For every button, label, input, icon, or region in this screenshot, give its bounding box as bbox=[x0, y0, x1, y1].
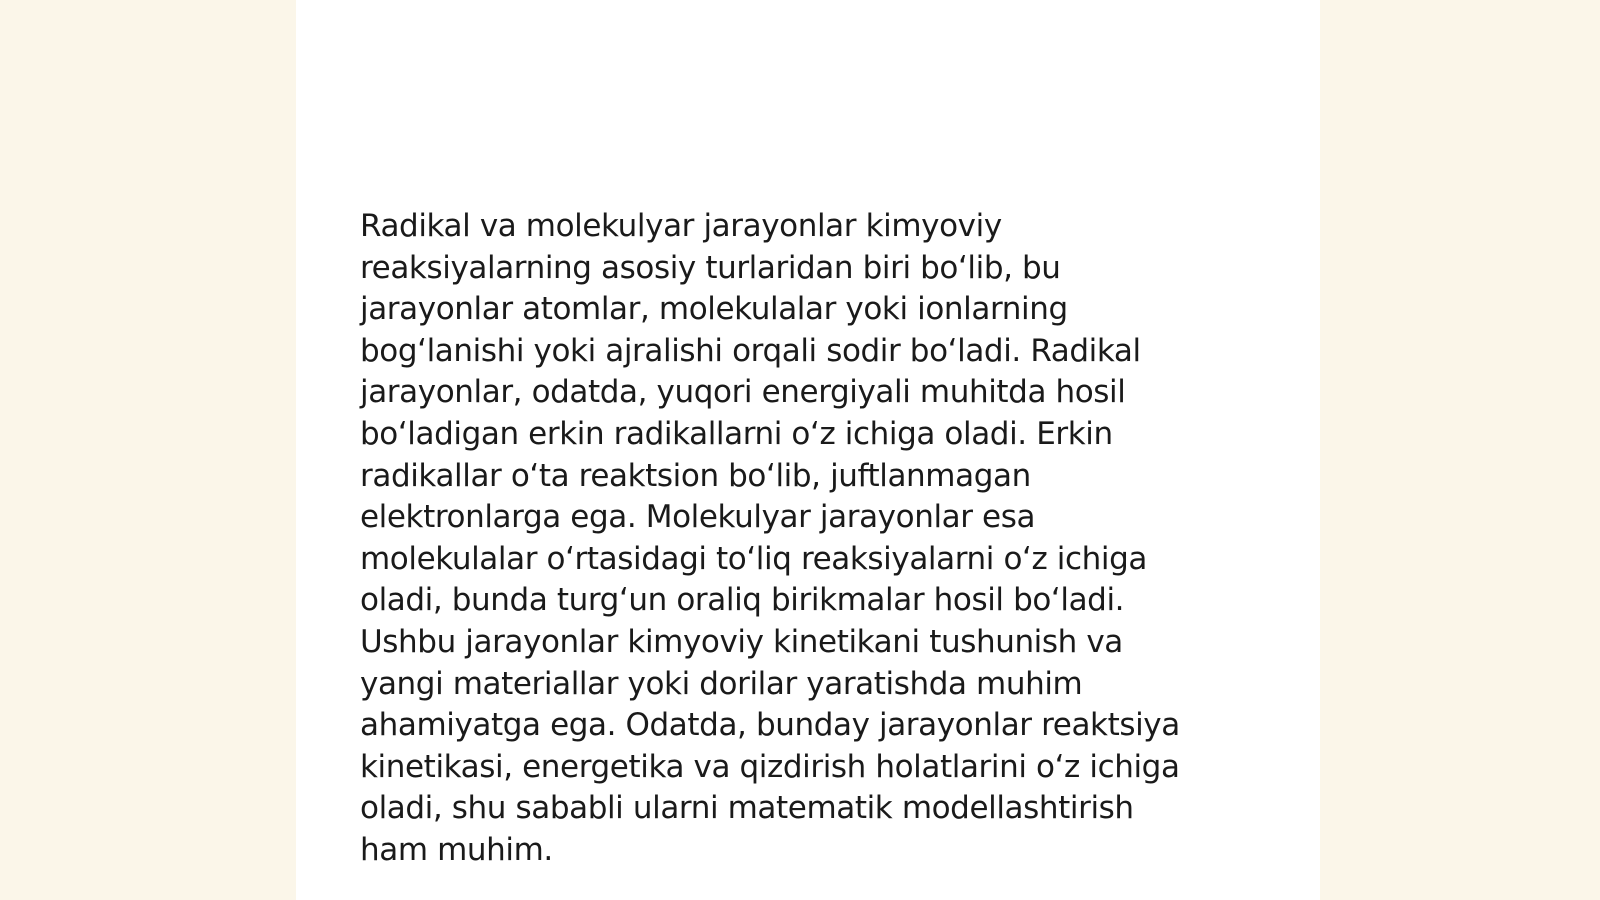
paragraph-line: oladi, shu sababli ularni matematik modellashtirish bbox=[360, 790, 1134, 827]
paragraph-line: boʻladigan erkin radikallarni oʻz ichiga oladi. Erkin bbox=[360, 415, 1113, 452]
paragraph-line: reaksiyalarning asosiy turlaridan biri boʻlib, bu bbox=[360, 249, 1061, 286]
paragraph-line: oladi, bunda turgʻun oraliq birikmalar hosil boʻladi. bbox=[360, 582, 1125, 619]
paragraph-line: yangi materiallar yoki dorilar yaratishda muhim bbox=[360, 665, 1083, 702]
paragraph-line: ham muhim. bbox=[360, 831, 553, 868]
paragraph-line: bogʻlanishi yoki ajralishi orqali sodir boʻladi. Radikal bbox=[360, 332, 1141, 369]
paragraph-line: elektronlarga ega. Molekulyar jarayonlar esa bbox=[360, 499, 1036, 536]
paragraph-line: jarayonlar atomlar, molekulalar yoki ionlarning bbox=[360, 291, 1068, 328]
paragraph-line: jarayonlar, odatda, yuqori energiyali muhitda hosil bbox=[360, 374, 1126, 411]
paragraph-line: Radikal va molekulyar jarayonlar kimyoviy bbox=[360, 208, 1002, 244]
paragraph-line: radikallar oʻta reaktsion boʻlib, juftlanmagan bbox=[360, 457, 1031, 494]
paragraph-line: ahamiyatga ega. Odatda, bunday jarayonlar reaktsiya bbox=[360, 707, 1180, 744]
paragraph-line: Ushbu jarayonlar kimyoviy kinetikani tushunish va bbox=[360, 623, 1123, 660]
paragraph-line: molekulalar oʻrtasidagi toʻliq reaksiyalarni oʻz ichiga bbox=[360, 540, 1147, 577]
paragraph-line: kinetikasi, energetika va qizdirish holatlarini oʻz ichiga bbox=[360, 748, 1180, 785]
body-paragraph bbox=[360, 206, 1260, 872]
document-page bbox=[296, 0, 1320, 900]
